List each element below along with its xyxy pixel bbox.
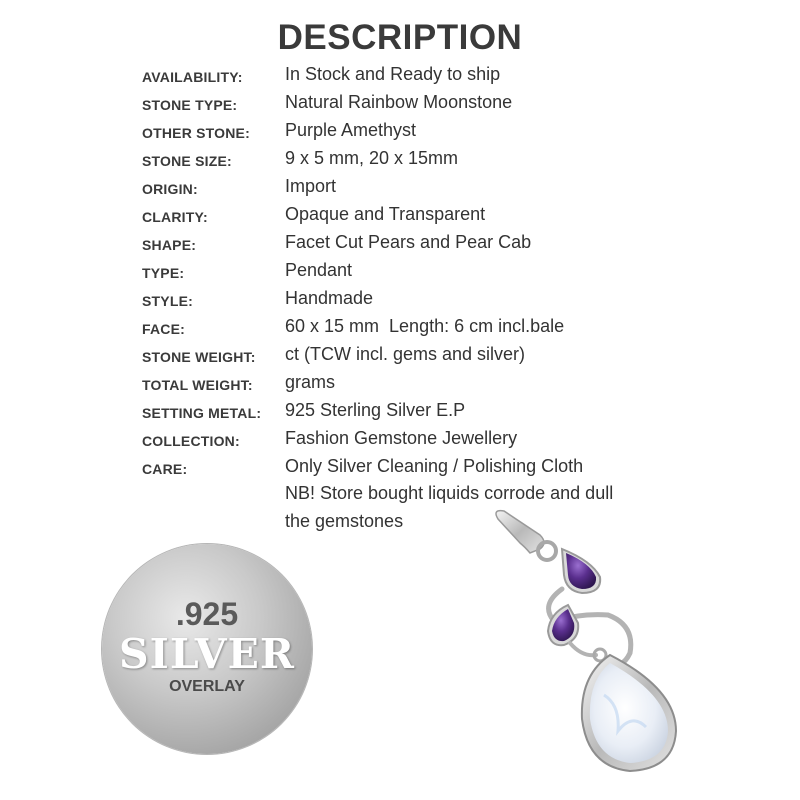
spec-value: 60 x 15 mm Length: 6 cm incl.bale [285, 316, 565, 336]
spec-row-collection [142, 426, 762, 454]
spec-row-other-stone [142, 118, 762, 146]
spec-value: grams [285, 372, 336, 392]
spec-row-stone-type [142, 90, 762, 118]
spec-label: TOTAL WEIGHT: [142, 377, 253, 393]
care-note-line: NB! Store bought liquids corrode and dull [285, 483, 614, 503]
spec-value: Natural Rainbow Moonstone [285, 92, 513, 112]
spec-label: AVAILABILITY: [142, 69, 243, 85]
silver-pendant-icon [470, 505, 690, 795]
spec-value: Handmade [285, 288, 374, 308]
care-note-line: the gemstones [285, 511, 404, 531]
page-title: DESCRIPTION [277, 18, 523, 57]
spec-list [142, 62, 762, 482]
spec-value: ct (TCW incl. gems and silver) [285, 344, 526, 364]
badge-word: SILVER [119, 630, 295, 678]
spec-label: STONE WEIGHT: [142, 349, 256, 365]
badge-number: .925 [175, 596, 239, 632]
spec-row-availability [142, 62, 762, 90]
spec-value: Purple Amethyst [285, 120, 417, 140]
spec-label: ORIGIN: [142, 181, 198, 197]
spec-row-care [142, 454, 762, 482]
spec-row-stone-weight [142, 342, 762, 370]
silver-overlay-badge [102, 544, 312, 754]
spec-label: SHAPE: [142, 237, 197, 253]
spec-row-shape [142, 230, 762, 258]
spec-row-face [142, 314, 762, 342]
spec-value: Facet Cut Pears and Pear Cab [285, 232, 532, 252]
spec-value: 9 x 5 mm, 20 x 15mm [285, 148, 459, 168]
spec-row-stone-size [142, 146, 762, 174]
spec-label: CLARITY: [142, 209, 208, 225]
spec-row-setting-metal [142, 398, 762, 426]
spec-label: SETTING METAL: [142, 405, 262, 421]
spec-value: Only Silver Cleaning / Polishing Cloth [285, 456, 584, 476]
spec-value: In Stock and Ready to ship [285, 64, 501, 84]
spec-label: STONE SIZE: [142, 153, 232, 169]
spec-value: 925 Sterling Silver E.P [285, 400, 466, 420]
spec-label: CARE: [142, 461, 188, 477]
spec-value: Fashion Gemstone Jewellery [285, 428, 518, 448]
spec-row-origin [142, 174, 762, 202]
spec-label: STONE TYPE: [142, 97, 238, 113]
badge-subword: OVERLAY [169, 678, 245, 695]
spec-value: Pendant [285, 260, 353, 280]
spec-row-clarity [142, 202, 762, 230]
spec-value: Opaque and Transparent [285, 204, 486, 224]
spec-label: FACE: [142, 321, 185, 337]
spec-row-style [142, 286, 762, 314]
spec-row-type [142, 258, 762, 286]
spec-label: TYPE: [142, 265, 185, 281]
spec-label: COLLECTION: [142, 433, 240, 449]
spec-label: STYLE: [142, 293, 193, 309]
spec-label: OTHER STONE: [142, 125, 250, 141]
spec-value: Import [285, 176, 337, 196]
spec-row-total-weight [142, 370, 762, 398]
